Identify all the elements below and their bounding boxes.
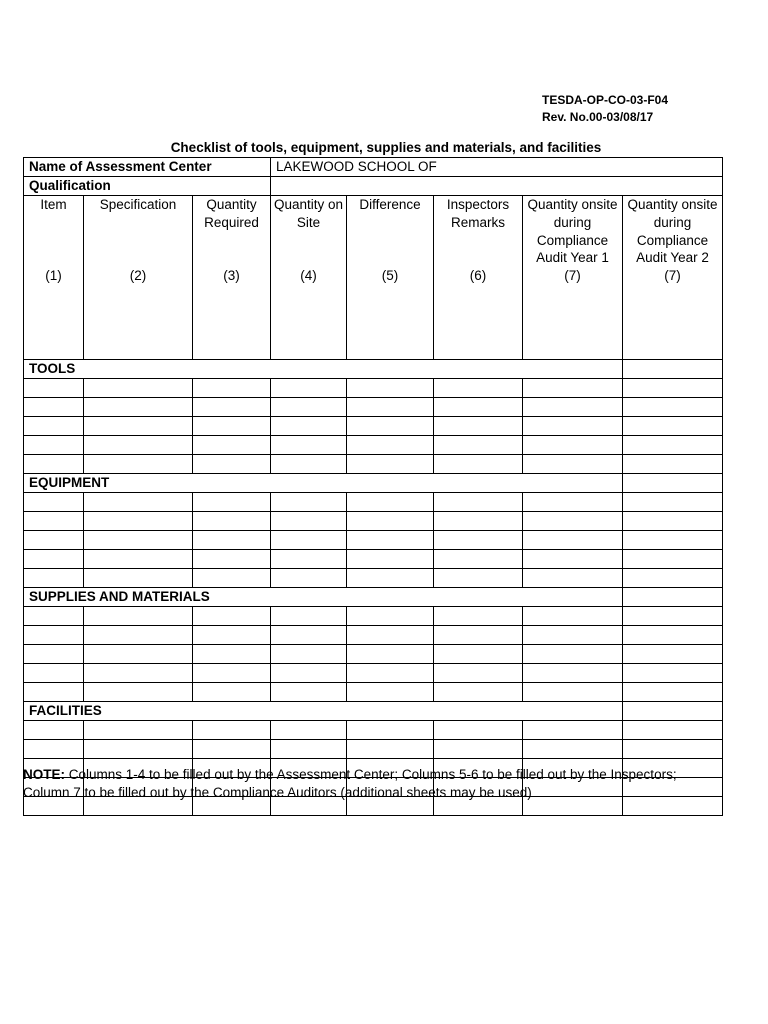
entry-cell[interactable] [193,569,271,588]
entry-cell[interactable] [84,379,193,398]
entry-cell[interactable] [24,645,84,664]
table-row [24,626,723,645]
column-number: (6) [469,267,487,283]
entry-cell[interactable] [434,569,523,588]
entry-cell[interactable] [84,683,193,702]
column-header-5 [347,196,434,360]
table-row [24,436,723,455]
entry-cell[interactable] [24,531,84,550]
column-header-6 [434,196,523,360]
entry-cell[interactable] [434,417,523,436]
entry-cell[interactable] [193,607,271,626]
section-row [24,360,723,379]
entry-cell[interactable] [523,626,623,645]
entry-cell[interactable] [347,550,434,569]
entry-cell[interactable] [523,493,623,512]
section-title: FACILITIES [24,702,623,721]
table-row [24,379,723,398]
entry-cell[interactable] [523,569,623,588]
entry-cell[interactable] [623,569,723,588]
entry-cell[interactable] [24,398,84,417]
table-row [24,398,723,417]
entry-cell[interactable] [193,683,271,702]
table-row [24,569,723,588]
entry-cell[interactable] [84,550,193,569]
entry-cell[interactable] [24,379,84,398]
entry-cell[interactable] [271,531,347,550]
table-row [24,664,723,683]
entry-cell[interactable] [271,436,347,455]
note-label: NOTE: [23,767,65,782]
entry-cell[interactable] [523,683,623,702]
entry-cell[interactable] [84,455,193,474]
entry-cell[interactable] [193,531,271,550]
entry-cell[interactable] [24,417,84,436]
section-cell-year2[interactable] [623,588,723,607]
entry-cell[interactable] [84,436,193,455]
entry-cell[interactable] [347,531,434,550]
column-header-label: Inspectors Remarks [446,197,510,230]
entry-cell[interactable] [271,645,347,664]
entry-cell[interactable] [24,683,84,702]
entry-cell[interactable] [623,455,723,474]
entry-cell[interactable] [523,455,623,474]
entry-cell[interactable] [434,531,523,550]
entry-cell[interactable] [623,512,723,531]
entry-cell[interactable] [271,550,347,569]
column-number: (4) [300,267,317,283]
table-row [24,683,723,702]
entry-cell[interactable] [193,493,271,512]
entry-cell[interactable] [24,721,84,740]
section-cell-year2[interactable] [623,360,723,379]
entry-cell[interactable] [271,626,347,645]
entry-cell[interactable] [84,569,193,588]
column-header-label: Quantity onsite during Compliance Audit Year 2 [627,197,718,266]
entry-cell[interactable] [623,626,723,645]
column-number: (3) [223,267,240,283]
entry-cell[interactable] [271,455,347,474]
entry-cell[interactable] [434,626,523,645]
entry-cell[interactable] [434,683,523,702]
entry-cell[interactable] [271,607,347,626]
column-header-label: Difference [359,197,421,212]
entry-cell[interactable] [623,721,723,740]
column-header-3 [193,196,271,360]
entry-cell[interactable] [347,379,434,398]
checklist-table [23,157,723,816]
entry-cell[interactable] [84,417,193,436]
entry-cell[interactable] [193,740,271,759]
entry-cell[interactable] [193,626,271,645]
entry-cell[interactable] [271,398,347,417]
entry-cell[interactable] [623,417,723,436]
entry-cell[interactable] [271,493,347,512]
document-reference [542,92,668,126]
entry-cell[interactable] [523,550,623,569]
section-row [24,588,723,607]
entry-cell[interactable] [193,455,271,474]
entry-cell[interactable] [193,550,271,569]
table-row [24,721,723,740]
table-row [24,607,723,626]
entry-cell[interactable] [84,398,193,417]
entry-cell[interactable] [434,550,523,569]
entry-cell[interactable] [434,436,523,455]
section-cell-year2[interactable] [623,474,723,493]
entry-cell[interactable] [523,417,623,436]
revision-number: Rev. No.00-03/08/17 [542,110,654,124]
table-row [24,493,723,512]
entry-cell[interactable] [523,531,623,550]
column-number: (7) [664,268,681,284]
entry-cell[interactable] [347,626,434,645]
entry-cell[interactable] [84,645,193,664]
entry-cell[interactable] [84,512,193,531]
doc-code: TESDA-OP-CO-03-F04 [542,93,669,107]
section-title: SUPPLIES AND MATERIALS [24,588,623,607]
table-row [24,512,723,531]
qualification-row [24,177,723,196]
entry-cell[interactable] [271,721,347,740]
entry-cell[interactable] [84,531,193,550]
entry-cell[interactable] [84,607,193,626]
entry-cell[interactable] [523,379,623,398]
section-row [24,474,723,493]
column-header-label: Quantity onsite during Compliance Audit Year 1 [527,197,618,266]
table-row [24,417,723,436]
entry-cell[interactable] [84,664,193,683]
column-header-2 [84,196,193,360]
entry-cell[interactable] [623,683,723,702]
column-header-1 [24,196,84,360]
entry-cell[interactable] [347,569,434,588]
entry-cell[interactable] [24,493,84,512]
entry-cell[interactable] [523,645,623,664]
column-number: (2) [129,267,147,283]
column-header-row [24,196,723,360]
entry-cell[interactable] [193,721,271,740]
entry-cell[interactable] [523,721,623,740]
entry-cell[interactable] [193,512,271,531]
entry-cell[interactable] [347,493,434,512]
entry-cell[interactable] [193,664,271,683]
entry-cell[interactable] [623,645,723,664]
section-row [24,702,723,721]
column-number: (5) [381,267,399,283]
entry-cell[interactable] [434,379,523,398]
entry-cell[interactable] [271,417,347,436]
table-row [24,550,723,569]
entry-cell[interactable] [623,664,723,683]
entry-cell[interactable] [347,398,434,417]
entry-cell[interactable] [623,398,723,417]
entry-cell[interactable] [271,379,347,398]
entry-cell[interactable] [523,740,623,759]
entry-cell[interactable] [347,417,434,436]
entry-cell[interactable] [24,664,84,683]
entry-cell[interactable] [24,512,84,531]
column-header-label: Quantity on Site [273,197,344,230]
entry-cell[interactable] [84,721,193,740]
column-header-4 [271,196,347,360]
entry-cell[interactable] [623,550,723,569]
entry-cell[interactable] [24,607,84,626]
section-title: EQUIPMENT [24,474,623,493]
entry-cell[interactable] [193,645,271,664]
entry-cell[interactable] [434,455,523,474]
entry-cell[interactable] [271,683,347,702]
entry-cell[interactable] [347,740,434,759]
column-header-8 [623,196,723,360]
entry-cell[interactable] [523,436,623,455]
entry-cell[interactable] [24,740,84,759]
entry-cell[interactable] [347,664,434,683]
table-row [24,740,723,759]
table-row [24,455,723,474]
entry-cell[interactable] [193,417,271,436]
entry-cell[interactable] [434,721,523,740]
column-header-label: Quantity Required [204,197,259,230]
note-text: Columns 1-4 to be filled out by the Assessment Center; Columns 5-6 to be filled out by the Inspectors; Column 7 to be filled out by the Compliance Auditors (additional sheets may be used) [23,767,677,800]
entry-cell[interactable] [24,626,84,645]
entry-cell[interactable] [434,512,523,531]
section-cell-year2[interactable] [623,702,723,721]
column-number: (7) [564,268,581,284]
assessment-center-row [24,158,723,177]
entry-cell[interactable] [623,531,723,550]
entry-cell[interactable] [347,455,434,474]
entry-cell[interactable] [523,607,623,626]
entry-cell[interactable] [623,493,723,512]
entry-cell[interactable] [271,740,347,759]
form-note [23,766,703,802]
form-title: Checklist of tools, equipment, supplies and materials, and facilities [170,140,602,155]
entry-cell[interactable] [434,398,523,417]
entry-cell[interactable] [347,512,434,531]
entry-cell[interactable] [84,740,193,759]
entry-cell[interactable] [193,379,271,398]
entry-cell[interactable] [523,512,623,531]
entry-cell[interactable] [84,493,193,512]
entry-cell[interactable] [347,436,434,455]
entry-cell[interactable] [623,436,723,455]
entry-cell[interactable] [24,569,84,588]
column-number: (1) [45,267,62,283]
entry-cell[interactable] [623,607,723,626]
table-row [24,531,723,550]
entry-cell[interactable] [434,493,523,512]
entry-cell[interactable] [347,721,434,740]
entry-cell[interactable] [193,436,271,455]
entry-cell[interactable] [84,626,193,645]
entry-cell[interactable] [347,607,434,626]
qualification-field[interactable] [271,177,723,196]
entry-cell[interactable] [24,550,84,569]
qualification-label: Qualification [24,177,271,196]
entry-cell[interactable] [434,740,523,759]
assessment-center-field[interactable]: LAKEWOOD SCHOOL OF [271,158,723,177]
entry-cell[interactable] [347,645,434,664]
entry-cell[interactable] [24,455,84,474]
entry-cell[interactable] [623,379,723,398]
table-row [24,645,723,664]
entry-cell[interactable] [271,569,347,588]
entry-cell[interactable] [271,664,347,683]
entry-cell[interactable] [623,740,723,759]
column-header-7 [523,196,623,360]
assessment-center-label: Name of Assessment Center [24,158,271,177]
entry-cell[interactable] [523,664,623,683]
column-header-label: Item [40,197,67,212]
section-title: TOOLS [24,360,623,379]
entry-cell[interactable] [434,664,523,683]
entry-cell[interactable] [434,607,523,626]
entry-cell[interactable] [271,512,347,531]
entry-cell[interactable] [347,683,434,702]
entry-cell[interactable] [523,398,623,417]
entry-cell[interactable] [24,436,84,455]
entry-cell[interactable] [434,645,523,664]
column-header-label: Specification [99,197,177,212]
entry-cell[interactable] [193,398,271,417]
